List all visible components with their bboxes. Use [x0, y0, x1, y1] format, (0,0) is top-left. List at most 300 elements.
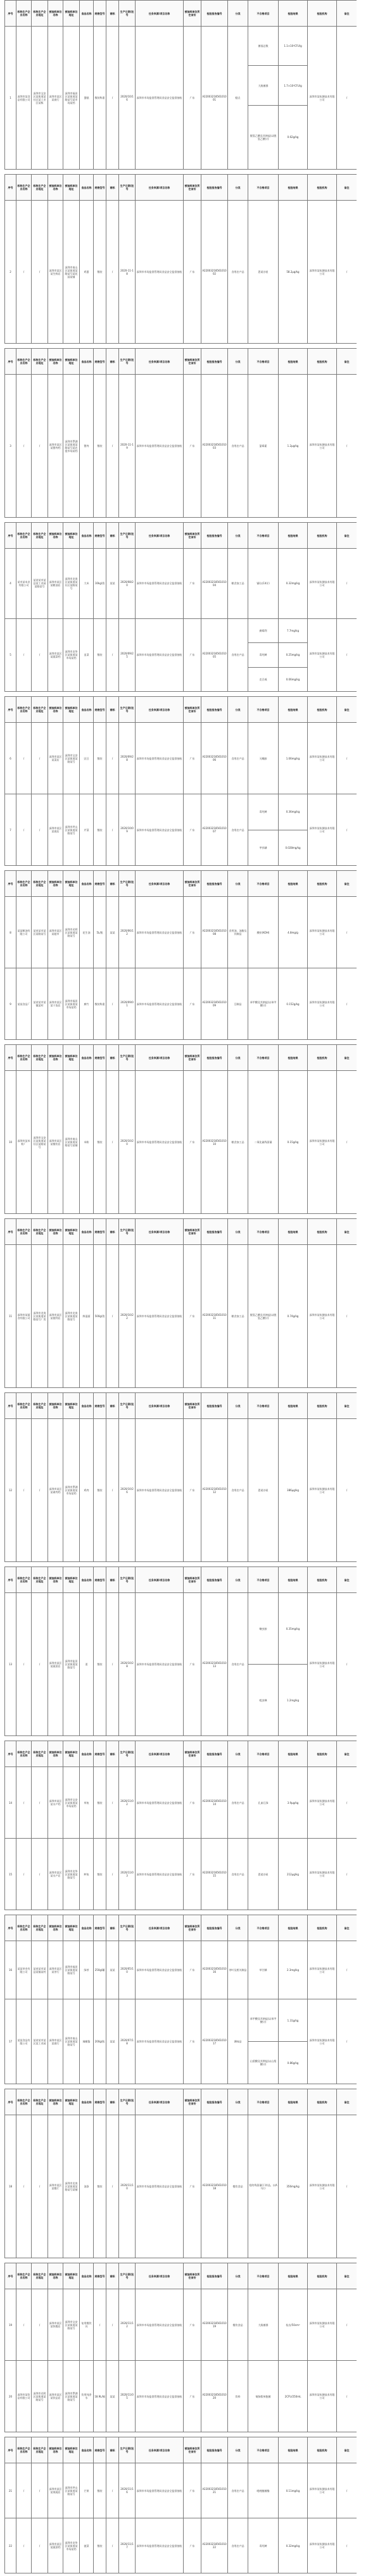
- column-header-category: 分类: [228, 175, 248, 201]
- cell-remark: /: [337, 375, 357, 518]
- cell-test-result: 212μg/kg: [279, 1839, 308, 1910]
- inspection-table: [4, 2089, 357, 2258]
- cell-category: 食用农产品: [228, 375, 248, 518]
- column-header-task-source: 任务来源/项目名称: [136, 2263, 184, 2289]
- column-header-failed-item: 不合格项目: [248, 2263, 279, 2289]
- column-header-province: 被抽样单位所在省份: [184, 2437, 201, 2463]
- column-header-seq: 序号: [5, 523, 16, 549]
- column-header-testing-agency: 检验机构: [308, 1393, 337, 1419]
- inspection-table: [4, 0, 357, 170]
- column-header-food-name: 食品名称: [80, 175, 94, 201]
- table-row: [5, 723, 357, 794]
- column-header-seq: 序号: [5, 2263, 16, 2289]
- column-header-task-source: 任务来源/项目名称: [136, 1915, 184, 1941]
- cell-report-number: A2200321856101018: [201, 2115, 228, 2258]
- cell-sampled-unit-name: 深圳市某区某蔬菜店: [48, 1593, 63, 1736]
- column-header-production-date: 生产日期/批号: [119, 2263, 136, 2289]
- page-sheet: [4, 2263, 357, 2432]
- column-header-test-result: 检验结果: [279, 1219, 308, 1245]
- cell-failed-item: 铜绿假单胞菌: [248, 2361, 279, 2432]
- column-header-province: 被抽样单位所在省份: [184, 1741, 201, 1767]
- column-header-brand: 商标: [106, 1, 119, 27]
- cell-remark: /: [337, 1593, 357, 1736]
- column-header-report-number: 检验报告编号: [201, 697, 228, 723]
- header-row: [5, 1741, 357, 1767]
- cell-specification: 18.9L/桶: [94, 2361, 106, 2432]
- table-head: [5, 871, 357, 897]
- table-head: [5, 523, 357, 549]
- cell-remark: /: [337, 968, 357, 1040]
- column-header-failed-item: 不合格项目: [248, 349, 279, 375]
- cell-producer-address: 深圳市光明区某街道某路某号: [32, 2361, 48, 2432]
- page-sheet: [4, 1915, 357, 2084]
- cell-category: 食用农产品: [228, 2463, 248, 2518]
- cell-test-result: 2CFU/250mL: [279, 2361, 308, 2432]
- cell-producer-address: /: [32, 2463, 48, 2518]
- column-header-producer-name: 标称生产企业名称: [16, 523, 32, 549]
- column-header-province: 被抽样单位所在省份: [184, 1393, 201, 1419]
- column-header-report-number: 检验报告编号: [201, 523, 228, 549]
- column-header-province: 被抽样单位所在省份: [184, 871, 201, 897]
- column-header-province: 被抽样单位所在省份: [184, 2263, 201, 2289]
- cell-specification: 散装: [94, 2518, 106, 2573]
- cell-seq: 7: [5, 794, 16, 866]
- cell-producer-address: 深圳市宝安区某街道某社区某工业区某栋: [32, 27, 48, 170]
- column-header-sampled-unit-address: 被抽样单位地址: [63, 1, 80, 27]
- cell-remark: /: [337, 2463, 357, 2518]
- column-header-food-name: 食品名称: [80, 1393, 94, 1419]
- table-body: [5, 549, 357, 692]
- column-header-producer-name: 标称生产企业名称: [16, 1, 32, 27]
- column-header-test-result: 检验结果: [279, 523, 308, 549]
- column-header-test-result: 检验结果: [279, 1567, 308, 1593]
- cell-failed-item: 甲拌磷: [248, 830, 279, 866]
- cell-testing-agency: 深圳市某检测技术有限公司: [308, 2361, 337, 2432]
- column-header-remark: 备注: [337, 2089, 357, 2115]
- column-header-failed-item: 不合格项目: [248, 2089, 279, 2115]
- cell-category: 食用农产品: [228, 1419, 248, 1562]
- column-header-producer-name: 标称生产企业名称: [16, 871, 32, 897]
- cell-specification: 散装: [94, 1767, 106, 1839]
- cell-specification: 散装: [94, 1839, 106, 1910]
- cell-province: 广东: [184, 794, 201, 866]
- column-header-food-name: 食品名称: [80, 523, 94, 549]
- column-header-province: 被抽样单位所在省份: [184, 2089, 201, 2115]
- table-body: [5, 723, 357, 866]
- cell-producer-address: /: [32, 2518, 48, 2573]
- table-body: [5, 1941, 357, 2084]
- cell-producer-name: /: [16, 1419, 32, 1562]
- column-header-testing-agency: 检验机构: [308, 349, 337, 375]
- cell-failed-item: 菌落总数: [248, 27, 279, 66]
- cell-production-date: 2020/11/05: [119, 2361, 136, 2432]
- cell-remark: /: [337, 1839, 357, 1910]
- cell-test-result: 1.1×10⁴CFU/g: [279, 27, 308, 66]
- header-row: [5, 2089, 357, 2115]
- table-row: [5, 1999, 357, 2042]
- cell-sampled-unit-name: 深圳市某区某餐饮店: [48, 1071, 63, 1214]
- cell-brand: /: [106, 1593, 119, 1736]
- cell-remark: /: [337, 549, 357, 619]
- column-header-seq: 序号: [5, 2437, 16, 2463]
- cell-failed-item: 毒死蜱: [248, 794, 279, 830]
- cell-failed-item: 克百威: [248, 667, 279, 692]
- column-header-seq: 序号: [5, 1393, 16, 1419]
- cell-category: 食用农产品: [228, 794, 248, 866]
- cell-province: 广东: [184, 1593, 201, 1736]
- column-header-specification: 规格型号: [94, 523, 106, 549]
- column-header-brand: 商标: [106, 2263, 119, 2289]
- table-row: [5, 1593, 357, 1665]
- page-sheet: [4, 1392, 357, 1562]
- cell-test-result: 0.152g/kg: [279, 968, 308, 1040]
- inspection-table: [4, 1741, 357, 1910]
- cell-sampled-unit-name: 深圳市某区某猪肉档: [48, 375, 63, 518]
- cell-remark: /: [337, 897, 357, 968]
- cell-specification: /: [94, 2289, 106, 2361]
- column-header-testing-agency: 检验机构: [308, 871, 337, 897]
- cell-specification: 散装称重: [94, 27, 106, 170]
- cell-sampled-unit-address: 深圳市龙华区某街道某市场某档: [63, 2518, 80, 2573]
- cell-category: 饮料: [228, 2361, 248, 2432]
- cell-province: 广东: [184, 2361, 201, 2432]
- column-header-sampled-unit-address: 被抽样单位地址: [63, 349, 80, 375]
- page-sheet: [4, 348, 357, 518]
- cell-province: 广东: [184, 1767, 201, 1839]
- cell-producer-name: /: [16, 723, 32, 794]
- cell-failed-item: 恩诺沙星: [248, 1839, 279, 1910]
- cell-sampled-unit-address: 深圳市龙岗区某街道某路某号: [63, 1245, 80, 1388]
- cell-seq: 15: [5, 1839, 16, 1910]
- cell-failed-item: 吡虫啉: [248, 1665, 279, 1736]
- cell-brand: 某某: [106, 549, 119, 619]
- column-header-specification: 规格型号: [94, 697, 106, 723]
- table-head: [5, 175, 357, 201]
- column-header-sampled-unit-name: 被抽样单位名称: [48, 349, 63, 375]
- cell-production-date: 2020/11/17: [119, 2518, 136, 2573]
- cell-production-date: 2020/11/16: [119, 2463, 136, 2518]
- column-header-remark: 备注: [337, 1219, 357, 1245]
- cell-test-result: 3.9μg/kg: [279, 1767, 308, 1839]
- cell-sampled-unit-address: 深圳市福田区某街道某路某号: [63, 1941, 80, 1999]
- cell-testing-agency: 深圳市某检测技术有限公司: [308, 1419, 337, 1562]
- cell-report-number: A2200321856101017: [201, 1999, 228, 2084]
- cell-producer-address: 某省某市某镇某村: [32, 968, 48, 1040]
- column-header-category: 分类: [228, 1219, 248, 1245]
- column-header-producer-name: 标称生产企业名称: [16, 1219, 32, 1245]
- column-header-failed-item: 不合格项目: [248, 175, 279, 201]
- column-header-task-source: 任务来源/项目名称: [136, 2089, 184, 2115]
- column-header-sampled-unit-address: 被抽样单位地址: [63, 871, 80, 897]
- table-body: [5, 1245, 357, 1388]
- cell-test-result: 4.8mg/g: [279, 897, 308, 968]
- column-header-test-result: 检验结果: [279, 1, 308, 27]
- cell-brand: /: [106, 2463, 119, 2518]
- cell-producer-address: /: [32, 375, 48, 518]
- cell-sampled-unit-name: 深圳市某区某菜店: [48, 723, 63, 794]
- column-header-producer-address: 标称生产企业地址: [32, 1741, 48, 1767]
- cell-province: 广东: [184, 2115, 201, 2258]
- column-header-category: 分类: [228, 1741, 248, 1767]
- cell-seq: 20: [5, 2361, 16, 2432]
- cell-province: 广东: [184, 1999, 201, 2084]
- cell-sampled-unit-name: 深圳市某区某商店: [48, 794, 63, 866]
- column-header-brand: 商标: [106, 523, 119, 549]
- column-header-producer-address: 标称生产企业地址: [32, 1219, 48, 1245]
- header-row: [5, 2263, 357, 2289]
- cell-producer-address: 某省某市某区某路某号: [32, 897, 48, 968]
- cell-producer-name: 某某茶业有限公司: [16, 1941, 32, 1999]
- cell-producer-name: /: [16, 794, 32, 866]
- cell-seq: 8: [5, 897, 16, 968]
- cell-producer-name: /: [16, 1839, 32, 1910]
- cell-brand: /: [106, 2289, 119, 2361]
- cell-sampled-unit-name: 深圳市某区某商行: [48, 1999, 63, 2084]
- column-header-specification: 规格型号: [94, 1741, 106, 1767]
- table-row: [5, 1767, 357, 1839]
- cell-food-name: 饮用纯净水: [80, 2361, 94, 2432]
- cell-seq: 22: [5, 2518, 16, 2573]
- column-header-test-result: 检验结果: [279, 349, 308, 375]
- cell-brand: 某某: [106, 1941, 119, 1999]
- cell-producer-name: /: [16, 2289, 32, 2361]
- cell-task-source: 深圳市市场监督管理局食品安全监督抽检: [136, 1767, 184, 1839]
- column-header-sampled-unit-address: 被抽样单位地址: [63, 1915, 80, 1941]
- column-header-brand: 商标: [106, 175, 119, 201]
- cell-specification: 250g/罐: [94, 1941, 106, 1999]
- cell-report-number: A2200321856101009: [201, 968, 228, 1040]
- cell-province: 广东: [184, 968, 201, 1040]
- column-header-sampled-unit-address: 被抽样单位地址: [63, 1219, 80, 1245]
- cell-report-number: A2200321856101005: [201, 618, 228, 691]
- column-header-province: 被抽样单位所在省份: [184, 697, 201, 723]
- column-header-testing-agency: 检验机构: [308, 1045, 337, 1071]
- cell-sampled-unit-address: 深圳市光明区某街道某路某号: [63, 897, 80, 968]
- cell-testing-agency: 深圳市某检测技术有限公司: [308, 1941, 337, 1999]
- cell-sampled-unit-address: 深圳市罗湖区某街道某市场某档: [63, 1419, 80, 1562]
- column-header-task-source: 任务来源/项目名称: [136, 1393, 184, 1419]
- column-header-remark: 备注: [337, 1915, 357, 1941]
- cell-production-date: 2020/05/10: [119, 1941, 136, 1999]
- column-header-brand: 商标: [106, 1567, 119, 1593]
- cell-food-name: 米粉: [80, 1071, 94, 1214]
- column-header-brand: 商标: [106, 2437, 119, 2463]
- cell-task-source: 深圳市市场监督管理局食品安全监督抽检: [136, 794, 184, 866]
- column-header-food-name: 食品名称: [80, 1741, 94, 1767]
- column-header-task-source: 任务来源/项目名称: [136, 697, 184, 723]
- column-header-failed-item: 不合格项目: [248, 1, 279, 27]
- column-header-testing-agency: 检验机构: [308, 1219, 337, 1245]
- cell-brand: /: [106, 968, 119, 1040]
- cell-province: 广东: [184, 2518, 201, 2573]
- cell-production-date: 2020/06/12: [119, 897, 136, 968]
- cell-task-source: 深圳市市场监督管理局食品安全监督抽检: [136, 549, 184, 619]
- header-row: [5, 349, 357, 375]
- cell-failed-item: 孔雀石绿: [248, 1767, 279, 1839]
- column-header-food-name: 食品名称: [80, 1915, 94, 1941]
- column-header-test-result: 检验结果: [279, 1915, 308, 1941]
- cell-testing-agency: 深圳市某检测技术有限公司: [308, 201, 337, 344]
- cell-sampled-unit-name: 深圳市某区某饮品店: [48, 2361, 63, 2432]
- cell-brand: /: [106, 1419, 119, 1562]
- cell-seq: 21: [5, 2463, 16, 2518]
- cell-category: 餐饮食品: [228, 2289, 248, 2361]
- column-header-sampled-unit-name: 被抽样单位名称: [48, 2437, 63, 2463]
- column-header-failed-item: 不合格项目: [248, 1219, 279, 1245]
- cell-producer-address: 深圳市宝安区某街道某社区某路某号: [32, 1071, 48, 1214]
- cell-failed-item: 草甘膦: [248, 1941, 279, 1999]
- inspection-table: [4, 1392, 357, 1562]
- cell-food-name: 鸡蛋: [80, 201, 94, 344]
- column-header-seq: 序号: [5, 1741, 16, 1767]
- column-header-failed-item: 不合格项目: [248, 1915, 279, 1941]
- column-header-category: 分类: [228, 1393, 248, 1419]
- column-header-sampled-unit-address: 被抽样单位地址: [63, 1567, 80, 1593]
- column-header-producer-address: 标称生产企业地址: [32, 175, 48, 201]
- header-row: [5, 1567, 357, 1593]
- table-body: [5, 1593, 357, 1736]
- cell-test-result: 0.62g/kg: [279, 105, 308, 169]
- column-header-category: 分类: [228, 2437, 248, 2463]
- cell-seq: 13: [5, 1593, 16, 1736]
- cell-failed-item: 毒死蜱: [248, 643, 279, 667]
- cell-category: 粮食加工品: [228, 549, 248, 619]
- table-head: [5, 1741, 357, 1767]
- cell-test-result: 1.2mg/kg: [279, 1665, 308, 1736]
- cell-seq: 18: [5, 2115, 16, 2258]
- cell-test-result: 356mg/kg: [279, 2115, 308, 2258]
- cell-food-name: 绿茶: [80, 1941, 94, 1999]
- cell-testing-agency: 深圳市某检测技术有限公司: [308, 794, 337, 866]
- column-header-sampled-unit-name: 被抽样单位名称: [48, 2089, 63, 2115]
- cell-producer-name: 某某食品有限公司: [16, 1999, 32, 2084]
- column-header-production-date: 生产日期/批号: [119, 523, 136, 549]
- cell-testing-agency: 深圳市某检测技术有限公司: [308, 1245, 337, 1388]
- column-header-sampled-unit-name: 被抽样单位名称: [48, 1915, 63, 1941]
- column-header-testing-agency: 检验机构: [308, 697, 337, 723]
- header-row: [5, 523, 357, 549]
- table-row: [5, 2463, 357, 2518]
- column-header-food-name: 食品名称: [80, 349, 94, 375]
- table-head: [5, 697, 357, 723]
- cell-production-date: 2020/10/26: [119, 1419, 136, 1562]
- cell-specification: 散装称重: [94, 968, 106, 1040]
- cell-producer-address: 某省某市某县某镇某村: [32, 1941, 48, 1999]
- table-body: [5, 375, 357, 518]
- cell-task-source: 深圳市市场监督管理局食品安全监督抽检: [136, 1593, 184, 1736]
- cell-category: 食用农产品: [228, 723, 248, 794]
- cell-sampled-unit-address: 深圳市坪山区某街道某路某号: [63, 794, 80, 866]
- column-header-task-source: 任务来源/项目名称: [136, 1219, 184, 1245]
- column-header-test-result: 检验结果: [279, 175, 308, 201]
- cell-testing-agency: 深圳市某检测技术有限公司: [308, 1071, 337, 1214]
- cell-category: 食用农产品: [228, 618, 248, 691]
- inspection-table: [4, 522, 357, 692]
- cell-testing-agency: 深圳市某检测技术有限公司: [308, 897, 337, 968]
- cell-specification: 200g/瓶: [94, 1999, 106, 2084]
- cell-task-source: 深圳市市场监督管理局食品安全监督抽检: [136, 897, 184, 968]
- cell-producer-name: 深圳市某饮品有限公司: [16, 2361, 32, 2432]
- cell-brand: /: [106, 1245, 119, 1388]
- page-sheet: [4, 870, 357, 1040]
- column-header-producer-address: 标称生产企业地址: [32, 349, 48, 375]
- column-header-sampled-unit-name: 被抽样单位名称: [48, 523, 63, 549]
- cell-testing-agency: 深圳市某检测技术有限公司: [308, 549, 337, 619]
- column-header-failed-item: 不合格项目: [248, 1567, 279, 1593]
- cell-specification: 散装: [94, 618, 106, 691]
- cell-production-date: 2020-11-18: [119, 201, 136, 344]
- column-header-report-number: 检验报告编号: [201, 1393, 228, 1419]
- cell-remark: /: [337, 201, 357, 344]
- cell-task-source: 深圳市市场监督管理局食品安全监督抽检: [136, 201, 184, 344]
- column-header-report-number: 检验报告编号: [201, 2089, 228, 2115]
- cell-sampled-unit-address: 深圳市福田区某街道某市场某档: [63, 968, 80, 1040]
- column-header-producer-name: 标称生产企业名称: [16, 2437, 32, 2463]
- cell-brand: /: [106, 375, 119, 518]
- table-body: [5, 2289, 357, 2432]
- cell-brand: 某某: [106, 2361, 119, 2432]
- column-header-report-number: 检验报告编号: [201, 1915, 228, 1941]
- column-header-specification: 规格型号: [94, 1045, 106, 1071]
- column-header-brand: 商标: [106, 1741, 119, 1767]
- cell-category: 茶叶及相关制品: [228, 1941, 248, 1999]
- column-header-category: 分类: [228, 1567, 248, 1593]
- cell-report-number: A2200321856101003: [201, 375, 228, 518]
- cell-sampled-unit-name: 深圳市某区某餐厅: [48, 2115, 63, 2258]
- cell-brand: 某某: [106, 897, 119, 968]
- cell-food-name: 豇豆: [80, 723, 94, 794]
- cell-task-source: 深圳市市场监督管理局食品安全监督抽检: [136, 27, 184, 170]
- cell-sampled-unit-name: 深圳市某区某粮油店: [48, 549, 63, 619]
- column-header-sampled-unit-address: 被抽样单位地址: [63, 2263, 80, 2289]
- page-sheet: [4, 2089, 357, 2258]
- cell-test-result: 1.31g/kg: [279, 1999, 308, 2042]
- cell-brand: 某某: [106, 1999, 119, 2084]
- header-row: [5, 175, 357, 201]
- column-header-remark: 备注: [337, 1741, 357, 1767]
- table-row: [5, 375, 357, 518]
- header-row: [5, 1915, 357, 1941]
- cell-food-name: 芒果: [80, 2463, 94, 2518]
- cell-sampled-unit-address: 深圳市福田区某街道某路某号某市场某档: [63, 27, 80, 170]
- table-head: [5, 2089, 357, 2115]
- cell-failed-item: 山梨酸及其钾盐(以山梨酸计): [248, 2042, 279, 2084]
- table-head: [5, 1045, 357, 1071]
- column-header-test-result: 检验结果: [279, 1393, 308, 1419]
- column-header-failed-item: 不合格项目: [248, 1045, 279, 1071]
- column-header-sampled-unit-name: 被抽样单位名称: [48, 1741, 63, 1767]
- cell-producer-address: /: [32, 1767, 48, 1839]
- column-header-production-date: 生产日期/批号: [119, 871, 136, 897]
- cell-category: 食用农产品: [228, 2518, 248, 2573]
- column-header-sampled-unit-name: 被抽样单位名称: [48, 1393, 63, 1419]
- cell-testing-agency: 深圳市某检测技术有限公司: [308, 2115, 337, 2258]
- cell-report-number: A2200321856101004: [201, 549, 228, 619]
- cell-production-date: 2020/10/16: [119, 27, 136, 170]
- column-header-production-date: 生产日期/批号: [119, 1393, 136, 1419]
- column-header-sampled-unit-name: 被抽样单位名称: [48, 871, 63, 897]
- cell-food-name: 腐竹: [80, 968, 94, 1040]
- cell-seq: 2: [5, 201, 16, 344]
- page-sheet: [4, 1741, 357, 1910]
- cell-sampled-unit-name: 深圳市某区某超市: [48, 897, 63, 968]
- column-header-report-number: 检验报告编号: [201, 1045, 228, 1071]
- cell-seq: 4: [5, 549, 16, 619]
- cell-failed-item: 脱氢乙酸及其钠盐(以脱氢乙酸计): [248, 105, 279, 169]
- cell-failed-item: 毒死蜱: [248, 2518, 279, 2573]
- cell-food-name: 复用餐饮具: [80, 2289, 94, 2361]
- table-body: [5, 201, 357, 344]
